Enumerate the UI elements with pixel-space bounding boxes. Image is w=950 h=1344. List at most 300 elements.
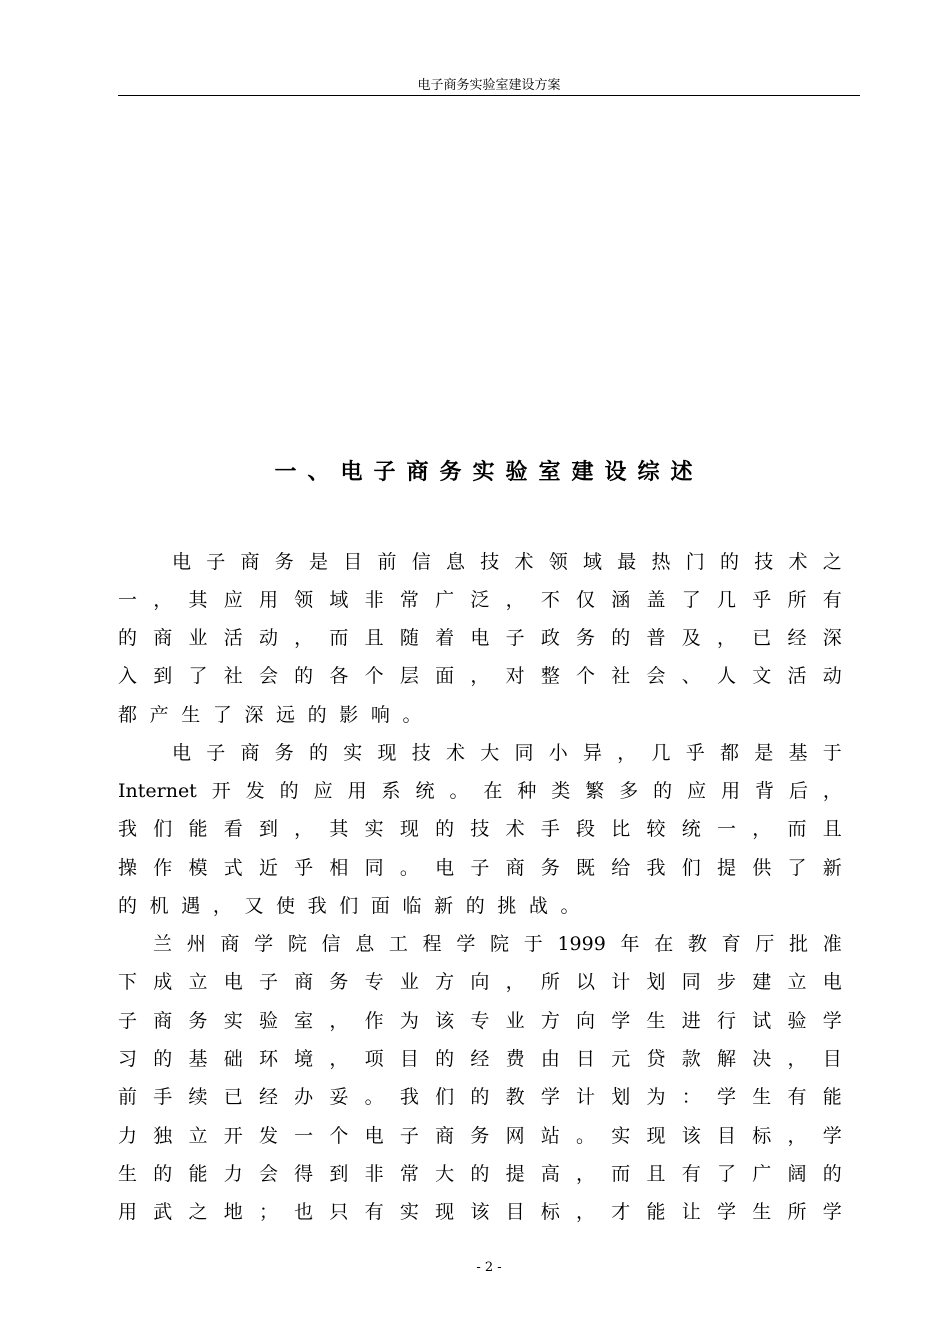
text-glyph: 术 [788,551,808,573]
text-glyph: 着 [435,627,455,649]
text-glyph: 影 [339,704,359,726]
text-glyph: Internet [118,780,197,802]
text-glyph: 在 [483,780,503,802]
text-glyph: 步 [716,971,736,993]
text-glyph: 的 [720,551,740,573]
text-glyph: 用 [118,1201,138,1223]
text-glyph: 产 [149,704,169,726]
text-glyph: 方 [435,971,455,993]
text-glyph: 我 [307,895,327,917]
text-glyph: 非 [364,589,384,611]
text-glyph: 之 [188,1201,208,1223]
text-glyph: 类 [551,780,571,802]
text-glyph: 会 [258,665,278,687]
text-glyph: 电 [172,742,192,764]
text-glyph: 有 [787,1086,807,1108]
text-glyph: 实 [364,818,384,840]
text-glyph: 验 [787,1010,807,1032]
text-glyph: 业 [188,627,208,649]
text-glyph: 试 [752,1010,772,1032]
text-glyph: 已 [223,1086,243,1108]
text-glyph: 同 [681,971,701,993]
text-glyph: 开 [223,1125,243,1147]
text-glyph: 广 [435,589,455,611]
text-glyph: 验 [258,1010,278,1032]
text-glyph: 费 [505,1048,525,1070]
text-glyph: 务 [274,551,294,573]
text-glyph: 武 [153,1201,173,1223]
text-glyph: 。 [399,857,419,879]
text-glyph: 繁 [585,780,605,802]
text-glyph: 的 [822,1163,842,1185]
text-glyph: 务 [274,742,294,764]
text-glyph: 机 [149,895,169,917]
text-glyph: 生 [752,1201,772,1223]
text-glyph: 得 [294,1163,314,1185]
text-glyph: 几 [716,589,736,611]
text-glyph: 几 [651,742,671,764]
text-glyph: 都 [720,742,740,764]
paragraph-1-line [118,581,842,619]
text-glyph: 给 [611,857,631,879]
text-glyph: 信 [411,551,431,573]
paragraph-2-line [118,887,842,925]
text-glyph: 面 [370,895,390,917]
text-glyph: 新 [822,857,842,879]
text-glyph: 也 [294,1201,314,1223]
text-glyph: 标 [752,1125,772,1147]
text-glyph: 深 [244,704,264,726]
text-glyph: 开 [211,780,231,802]
text-glyph: 随 [399,627,419,649]
text-glyph: 学 [822,1201,842,1223]
text-glyph: 立 [188,971,208,993]
text-glyph: 子 [206,551,226,573]
text-glyph: 最 [617,551,637,573]
text-glyph: 们 [681,857,701,879]
text-glyph: 而 [787,818,807,840]
text-glyph: 普 [646,627,666,649]
text-glyph: 款 [681,1048,701,1070]
text-glyph: 电 [470,627,490,649]
text-glyph: 划 [646,971,666,993]
text-glyph: 已 [752,627,772,649]
text-glyph: 计 [576,1086,596,1108]
text-glyph: 以 [576,971,596,993]
text-glyph: 商 [153,627,173,649]
text-glyph: 盖 [646,589,666,611]
text-glyph: 小 [548,742,568,764]
text-glyph: 批 [789,933,809,955]
text-glyph: 标 [540,1201,560,1223]
text-glyph: 涵 [611,589,631,611]
text-glyph: 只 [329,1201,349,1223]
text-glyph: 站 [540,1125,560,1147]
text-glyph: ， [822,780,842,802]
text-glyph: 经 [470,1048,490,1070]
text-glyph: 息 [446,551,466,573]
text-glyph: ， [576,1201,596,1223]
page-header: 电子商务实验室建设方案 [417,78,561,93]
text-glyph: 。 [576,1125,596,1147]
text-glyph: 供 [752,857,772,879]
text-glyph: 及 [681,627,701,649]
text-glyph: 目 [343,551,363,573]
text-glyph: 异 [583,742,603,764]
text-glyph: 响 [370,704,390,726]
text-glyph: 非 [364,1163,384,1185]
text-glyph: 立 [787,971,807,993]
text-glyph: 现 [435,1201,455,1223]
text-glyph: 社 [223,665,243,687]
text-glyph: 育 [721,933,741,955]
text-glyph: 了 [716,1163,736,1185]
text-glyph: 商 [505,857,525,879]
text-glyph: 个 [576,665,596,687]
text-glyph: 有 [681,1163,701,1185]
text-glyph: 学 [254,933,274,955]
text-glyph: 同 [364,857,384,879]
text-glyph: 乎 [294,857,314,879]
text-glyph: 息 [355,933,375,955]
text-glyph: 一 [294,1125,314,1147]
text-glyph: 临 [402,895,422,917]
text-glyph: 生 [181,704,201,726]
text-glyph: 程 [422,933,442,955]
text-glyph: 到 [258,818,278,840]
paragraph-1-line [118,619,842,657]
text-glyph: 生 [118,1163,138,1185]
text-glyph: 看 [223,818,243,840]
text-glyph: 电 [223,971,243,993]
text-glyph: 才 [611,1201,631,1223]
text-glyph: 准 [822,933,842,955]
text-glyph: ， [153,589,173,611]
text-glyph: 向 [576,1010,596,1032]
text-glyph: 手 [540,818,560,840]
text-glyph: ， [576,1163,596,1185]
text-glyph: 学 [716,1086,736,1108]
text-glyph: 政 [540,627,560,649]
text-glyph: 热 [651,551,671,573]
text-glyph: 务 [470,1125,490,1147]
text-glyph: 力 [118,1125,138,1147]
text-glyph: 1999 [557,933,606,955]
text-glyph: 入 [118,665,138,687]
text-glyph: 个 [329,1125,349,1147]
text-glyph: 的 [118,627,138,649]
text-glyph: 电 [364,1125,384,1147]
text-glyph: 且 [646,1163,666,1185]
text-glyph: 手 [153,1086,173,1108]
text-glyph: 术 [446,742,466,764]
text-glyph: 到 [153,665,173,687]
text-glyph: 立 [188,1125,208,1147]
text-glyph: 、 [681,665,701,687]
text-glyph: ， [752,818,772,840]
text-glyph: 。 [560,895,580,917]
text-glyph: 有 [822,589,842,611]
text-glyph: 系 [381,780,401,802]
text-glyph: 实 [611,1125,631,1147]
text-glyph: 挑 [497,895,517,917]
text-glyph: 于 [822,742,842,764]
text-glyph: 所 [787,1201,807,1223]
text-glyph: 高 [540,1163,560,1185]
text-glyph: 商 [240,742,260,764]
text-glyph: 日 [576,1048,596,1070]
header-divider [118,95,860,96]
text-glyph: 独 [153,1125,173,1147]
text-glyph: 比 [611,818,631,840]
text-glyph: 操 [118,857,138,879]
text-glyph: 目 [399,1048,419,1070]
text-glyph: 乎 [685,742,705,764]
text-glyph: 计 [611,971,631,993]
text-glyph: 用 [721,780,741,802]
text-glyph: 学 [822,1010,842,1032]
text-glyph: 能 [822,1086,842,1108]
text-glyph: 由 [540,1048,560,1070]
text-glyph: 向 [470,971,490,993]
paragraph-3-line [118,1002,842,1040]
text-glyph: 段 [576,818,596,840]
text-glyph: 为 [399,1010,419,1032]
text-glyph: 的 [465,895,485,917]
text-glyph: 统 [415,780,435,802]
text-glyph: 相 [329,857,349,879]
text-glyph: 多 [619,780,639,802]
text-glyph: 该 [681,1125,701,1147]
paragraph-3-line [118,1155,842,1193]
text-glyph: 该 [470,1201,490,1223]
text-glyph: 兰 [153,933,173,955]
text-glyph: 们 [435,1086,455,1108]
text-glyph: 不 [540,589,560,611]
text-glyph: 。 [449,780,469,802]
text-glyph: 实 [223,1010,243,1032]
text-glyph: 近 [258,857,278,879]
text-glyph: ， [787,1125,807,1147]
text-glyph: 我 [118,818,138,840]
text-glyph: 电 [435,857,455,879]
text-glyph: 统 [681,818,701,840]
text-glyph: 了 [681,589,701,611]
text-glyph: 常 [399,589,419,611]
text-glyph: 行 [716,1010,736,1032]
text-glyph: 子 [399,1125,419,1147]
text-glyph: 提 [716,857,736,879]
text-glyph: 在 [654,933,674,955]
text-glyph: 专 [364,971,384,993]
text-glyph: 电 [172,551,192,573]
text-glyph: 们 [339,895,359,917]
text-glyph: 地 [223,1201,243,1223]
text-glyph: 的 [307,704,327,726]
text-glyph: 应 [223,589,243,611]
text-glyph: 技 [411,742,431,764]
text-glyph: 经 [787,627,807,649]
text-glyph: 社 [611,665,631,687]
text-glyph: 商 [240,551,260,573]
paragraph-3-line [118,1078,842,1116]
text-glyph: 业 [505,1010,525,1032]
text-glyph: ， [716,627,736,649]
text-glyph: 子 [258,971,278,993]
text-glyph: ， [329,1010,349,1032]
text-glyph: 是 [754,742,774,764]
paragraph-3-line [118,1193,842,1231]
paragraph-2-line [118,810,842,848]
text-glyph: 术 [505,818,525,840]
text-glyph: 贷 [646,1048,666,1070]
text-glyph: ， [470,665,490,687]
text-glyph: ； [258,1201,278,1223]
text-glyph: 基 [788,742,808,764]
text-glyph: 务 [540,857,560,879]
text-glyph: 基 [188,1048,208,1070]
text-glyph: 专 [470,1010,490,1032]
text-glyph: 广 [752,1163,772,1185]
text-glyph: 是 [309,551,329,573]
text-glyph: 务 [329,971,349,993]
text-glyph: 能 [646,1201,666,1223]
text-glyph: 所 [540,971,560,993]
text-glyph: 背 [755,780,775,802]
text-glyph: 的 [153,1048,173,1070]
text-glyph: 技 [470,818,490,840]
paragraph-2-line [118,772,842,810]
paragraph-3-line [153,925,842,963]
text-glyph: 项 [364,1048,384,1070]
text-glyph: 应 [687,780,707,802]
text-glyph: 既 [576,857,596,879]
text-glyph: 的 [435,818,455,840]
text-glyph: 发 [258,1125,278,1147]
text-glyph: 域 [329,589,349,611]
text-glyph: 的 [294,665,314,687]
text-glyph: 动 [822,665,842,687]
text-glyph: 州 [186,933,206,955]
text-glyph: ， [294,627,314,649]
text-glyph: 常 [399,1163,419,1185]
text-glyph: 较 [646,818,666,840]
text-glyph: 。 [402,704,422,726]
text-glyph: 同 [514,742,534,764]
text-glyph: 大 [435,1163,455,1185]
text-glyph: 元 [611,1048,631,1070]
text-glyph: 教 [687,933,707,955]
text-glyph: 之 [822,551,842,573]
text-glyph: 活 [787,665,807,687]
text-glyph: 生 [646,1010,666,1032]
text-glyph: 的 [153,1163,173,1185]
text-glyph: 式 [223,857,243,879]
text-glyph: 后 [788,780,808,802]
text-glyph: 的 [435,1048,455,1070]
text-glyph: ， [329,1048,349,1070]
text-glyph: 习 [118,1048,138,1070]
text-glyph: 技 [754,551,774,573]
text-glyph: 前 [118,1086,138,1108]
text-glyph: 子 [470,857,490,879]
text-glyph: 远 [276,704,296,726]
text-glyph: 到 [329,1163,349,1185]
text-glyph: 进 [681,1010,701,1032]
text-glyph: 子 [206,742,226,764]
text-glyph: 整 [540,665,560,687]
text-glyph: 作 [364,1010,384,1032]
text-glyph: 于 [523,933,543,955]
text-glyph: ， [505,971,525,993]
text-glyph: 现 [377,742,397,764]
text-glyph: 的 [470,1163,490,1185]
text-glyph: 商 [435,1125,455,1147]
text-glyph: 人 [716,665,736,687]
text-glyph: 办 [294,1086,314,1108]
text-glyph: 遇 [181,895,201,917]
text-glyph: 子 [505,627,525,649]
text-glyph: 术 [514,551,534,573]
text-glyph: 境 [294,1048,314,1070]
text-glyph: 们 [153,818,173,840]
text-glyph: 了 [787,857,807,879]
text-glyph: 让 [681,1201,701,1223]
text-glyph: 门 [685,551,705,573]
text-glyph: 动 [258,627,278,649]
text-glyph: 会 [258,1163,278,1185]
text-glyph: ， [617,742,637,764]
text-glyph: 新 [434,895,454,917]
text-glyph: 力 [223,1163,243,1185]
text-glyph: 使 [276,895,296,917]
text-glyph: 文 [752,665,772,687]
text-glyph: 下 [118,971,138,993]
text-glyph: 学 [540,1086,560,1108]
text-glyph: 我 [399,1086,419,1108]
text-glyph: 所 [787,589,807,611]
text-glyph: 的 [470,1086,490,1108]
text-glyph: 前 [377,551,397,573]
text-glyph: ： [681,1086,701,1108]
text-glyph: 阔 [787,1163,807,1185]
text-glyph: 实 [343,742,363,764]
text-glyph: 目 [822,1048,842,1070]
text-glyph: ， [787,1048,807,1070]
text-glyph: 提 [505,1163,525,1185]
text-glyph: 商 [153,1010,173,1032]
text-glyph: 该 [435,1010,455,1032]
text-glyph: 信 [321,933,341,955]
text-glyph: 对 [505,665,525,687]
text-glyph: 务 [188,1010,208,1032]
text-glyph: 域 [583,551,603,573]
text-glyph: 商 [220,933,240,955]
text-glyph: 发 [245,780,265,802]
paragraph-1-line [172,543,842,581]
text-glyph: 方 [540,1010,560,1032]
text-glyph: 。 [364,1086,384,1108]
text-glyph: 的 [118,895,138,917]
text-glyph: 础 [223,1048,243,1070]
text-glyph: 工 [388,933,408,955]
text-glyph: 技 [480,551,500,573]
text-glyph: 的 [653,780,673,802]
section-heading: 一、电子商务实验室建设综述 [274,460,704,485]
text-glyph: 有 [364,1201,384,1223]
text-glyph: 能 [188,818,208,840]
text-glyph: 个 [364,665,384,687]
